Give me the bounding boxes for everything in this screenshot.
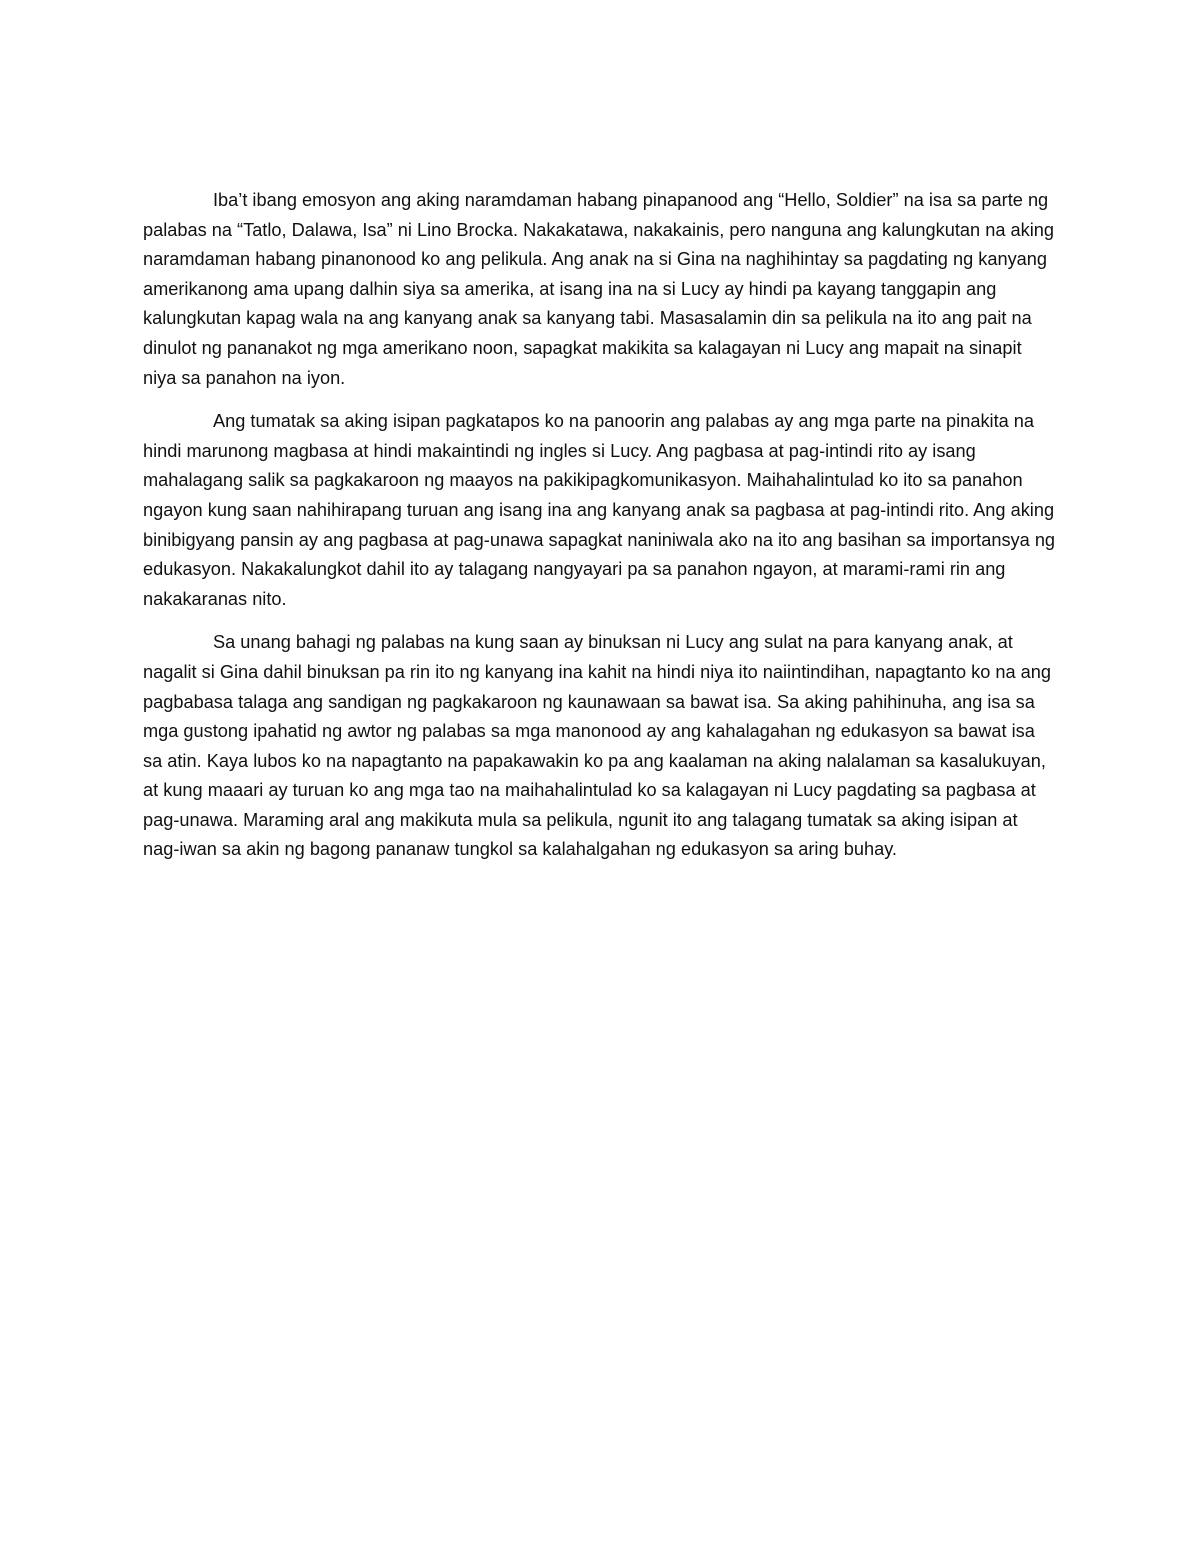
document-body — [143, 186, 1058, 879]
paragraph-1: Iba’t ibang emosyon ang aking naramdaman habang pinapanood ang “Hello, Soldier” na isa sa parte ng palabas na “Tatlo, Dalawa, Isa” ni Lino Brocka. Nakakatawa, nakakainis, pero nanguna ang kalungkutan na aking naramdaman habang pinanonood ko ang pelikula. Ang anak na si Gina na naghihintay sa pagdating ng kanyang amerikanong ama upang dalhin siya sa amerika, at isang ina na si Lucy ay hindi pa kayang tanggapin ang kalungkutan kapag wala na ang kanyang anak sa kanyang tabi. Masasalamin din sa pelikula na ito ang pait na dinulot ng pananakot ng mga amerikano noon, sapagkat makikita sa kalagayan ni Lucy ang mapait na sinapit niya sa panahon na iyon. — [143, 190, 1054, 388]
paragraph-3: Sa unang bahagi ng palabas na kung saan ay binuksan ni Lucy ang sulat na para kanyang anak, at nagalit si Gina dahil binuksan pa rin ito ng kanyang ina kahit na hindi niya ito naiintindihan, napagtanto ko na ang pagbabasa talaga ang sandigan ng pagkakaroon ng kaunawaan sa bawat isa. Sa aking pahihinuha, ang isa sa mga gustong ipahatid ng awtor ng palabas sa mga manonood ay ang kahalagahan ng edukasyon sa bawat isa sa atin. Kaya lubos ko na napagtanto na papakawakin ko pa ang kaalaman na aking nalalaman sa kasalukuyan, at kung maaari ay turuan ko ang mga tao na maihahalintulad ko sa kalagayan ni Lucy pagdating sa pagbasa at pag-unawa. Maraming aral ang makikuta mula sa pelikula, ngunit ito ang talagang tumatak sa aking isipan at nag-iwan sa akin ng bagong pananaw tungkol sa kalahalgahan ng edukasyon sa aring buhay. — [143, 632, 1051, 860]
paragraph-2: Ang tumatak sa aking isipan pagkatapos ko na panoorin ang palabas ay ang mga parte na pinakita na hindi marunong magbasa at hindi makaintindi ng ingles si Lucy. Ang pagbasa at pag-intindi rito ay isang mahalagang salik sa pagkakaroon ng maayos na pakikipagkomunikasyon. Maihahalintulad ko ito sa panahon ngayon kung saan nahihirapang turuan ang isang ina ang kanyang anak sa pagbasa at pag-intindi rito. Ang aking binibigyang pansin ay ang pagbasa at pag-unawa sapagkat naniniwala ako na ito ang basihan sa importansya ng edukasyon. Nakakalungkot dahil ito ay talagang nangyayari pa sa panahon ngayon, at marami-rami rin ang nakakaranas nito. — [143, 411, 1056, 609]
